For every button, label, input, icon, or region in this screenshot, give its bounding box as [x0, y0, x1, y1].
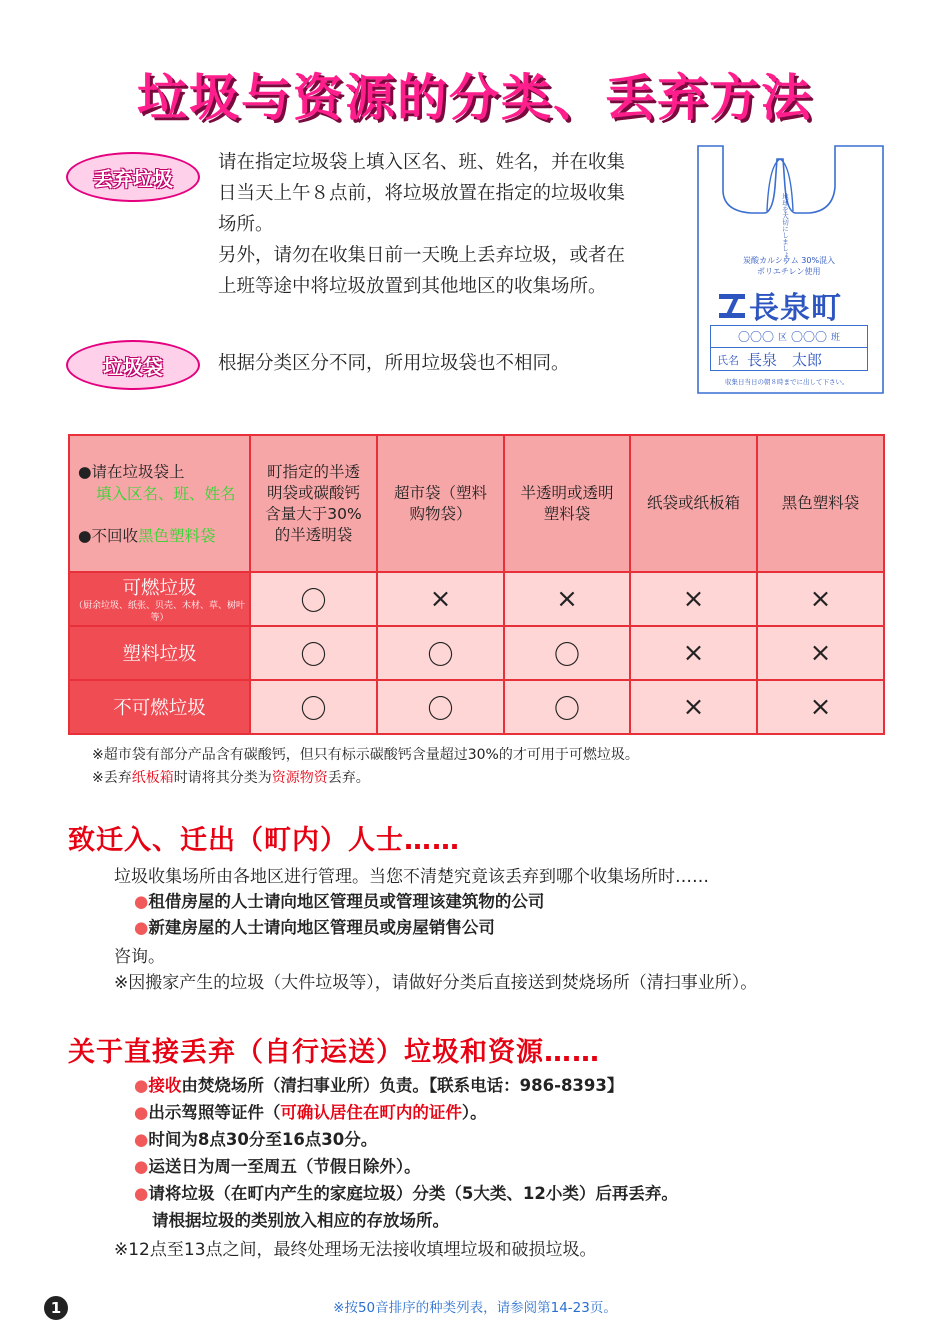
row-label-sub: （厨余垃圾、纸张、贝壳、木材、草、树叶等） — [73, 601, 245, 623]
table-note-1: ※超市袋有部分产品含有碳酸钙，但只有标示碳酸钙含量超过30%的才可用于可燃垃圾。 — [92, 747, 639, 763]
bullet-text: 由焚烧场所（清扫事业所）负责。【联系电话：986-8393】 — [181, 1076, 624, 1095]
table-cell: 〇 — [504, 626, 630, 680]
table-cell: 〇 — [250, 626, 377, 680]
table-row — [69, 626, 884, 680]
moving-intro: 垃圾收集场所由各地区进行管理。当您不清楚究竟该丢弃到哪个收集场所时…… — [114, 867, 709, 887]
table-row — [69, 572, 884, 626]
row-label: 塑料垃圾 — [69, 626, 250, 680]
table-cell: 〇 — [250, 572, 377, 626]
table-cell: × — [504, 572, 630, 626]
table-cell: × — [377, 572, 504, 626]
bullet-text: 租借房屋的人士请向地区管理员或管理该建筑物的公司 — [148, 892, 545, 911]
bags-label: 垃圾袋 — [66, 340, 200, 390]
bag-classification-table — [68, 434, 885, 735]
bag-name-row — [717, 349, 822, 370]
discard-line: 另外，请勿在收集日前一天晚上丢弃垃圾，或者在 — [218, 245, 626, 266]
bag-town-name: 長泉町 — [749, 291, 842, 326]
bag-vertical-note: 地球を大切にしましょう — [781, 193, 789, 265]
district-placeholder: 〇〇〇 — [737, 330, 774, 344]
corner-line-3 — [78, 525, 249, 547]
row-label-text: 可燃垃圾 — [122, 578, 197, 599]
table-cell: × — [630, 572, 757, 626]
group-placeholder: 〇〇〇 — [791, 330, 828, 344]
footer-note: ※按50音排序的种类列表，请参阅第14-23页。 — [333, 1300, 617, 1316]
direct-bullet-5 — [134, 1180, 678, 1204]
table-header-cell: 纸袋或纸板箱 — [630, 435, 757, 572]
direct-note: ※12点至13点之间，最终处理场无法接收填埋垃圾和破损垃圾。 — [114, 1240, 597, 1260]
bullet-text: 新建房屋的人士请向地区管理员或房屋销售公司 — [148, 918, 495, 937]
direct-bullet-5-cont: 请根据垃圾的类别放入相应的存放场所。 — [152, 1211, 449, 1230]
table-header-cell: 町指定的半透明袋或碳酸钙含量大于30%的半透明袋 — [250, 435, 377, 572]
bullet-red-text: 可确认居住在町内的证件 — [280, 1103, 462, 1122]
town-emblem-icon — [719, 291, 745, 319]
bullet-dot-icon: ● — [134, 918, 149, 937]
note2-part: 时请将其分类为 — [173, 770, 272, 786]
name-label: 氏名 — [717, 353, 739, 367]
table-header-cell: 黑色塑料袋 — [757, 435, 884, 572]
direct-bullet-1 — [134, 1072, 623, 1096]
discard-line: 日当天上午８点前，将垃圾放置在指定的垃圾收集 — [218, 183, 626, 204]
bag-bottom-note: 収集日当日の朝８時までに出して下さい。 — [725, 378, 849, 386]
garbage-bag-illustration — [697, 145, 885, 395]
direct-heading: 关于直接丢弃（自行运送）垃圾和资源…… — [68, 1037, 600, 1068]
corner-no-collect: ●不回收 — [78, 526, 139, 545]
moving-bullet-1 — [134, 888, 544, 912]
bullet-dot-icon: ● — [134, 1184, 149, 1203]
bullet-text: 时间为8点30分至16点30分。 — [148, 1130, 378, 1149]
bag-material-2: ポリエチレン使用 — [757, 267, 821, 276]
bullet-dot-icon: ● — [134, 1130, 149, 1149]
bullet-text: 请将垃圾（在町内产生的家庭垃圾）分类（5大类、12小类）后再丢弃。 — [148, 1184, 678, 1203]
moving-bullet-2 — [134, 914, 495, 938]
table-corner-note — [69, 435, 250, 572]
bullet-dot-icon: ● — [134, 892, 149, 911]
bags-text: 根据分类区分不同，所用垃圾袋也不相同。 — [218, 353, 570, 374]
direct-bullet-4 — [134, 1153, 421, 1177]
bullet-dot-icon: ● — [134, 1076, 149, 1095]
bullet-text: 出示驾照等证件（ — [148, 1103, 281, 1122]
page-title: 垃圾与资源的分类、丢弃方法 — [137, 69, 813, 127]
table-cell: × — [757, 680, 884, 734]
corner-line-2: 填入区名、班、姓名 — [96, 484, 236, 503]
corner-line-1: ●请在垃圾袋上 — [78, 462, 185, 481]
discard-line: 上班等途中将垃圾放置到其他地区的收集场所。 — [218, 276, 607, 297]
direct-bullet-3 — [134, 1126, 377, 1150]
table-note-2 — [92, 767, 370, 787]
moving-consult: 咨询。 — [114, 947, 165, 967]
note2-part: ※丢弃 — [92, 770, 132, 786]
bullet-text: 运送日为周一至周五（节假日除外）。 — [148, 1157, 421, 1176]
discard-line: 场所。 — [218, 214, 274, 235]
table-cell: × — [630, 626, 757, 680]
table-header-row — [69, 435, 884, 572]
table-cell: 〇 — [250, 680, 377, 734]
bullet-dot-icon: ● — [134, 1103, 149, 1122]
group-label: 班 — [831, 333, 841, 343]
district-label: 区 — [777, 333, 787, 343]
table-cell: 〇 — [504, 680, 630, 734]
row-label — [69, 572, 250, 626]
name-value: 長泉 太郎 — [747, 351, 823, 369]
page-number: 1 — [44, 1296, 68, 1320]
note2-resource: 资源物资 — [271, 770, 328, 786]
note2-cardboard: 纸板箱 — [131, 770, 174, 786]
table-cell: 〇 — [377, 626, 504, 680]
table-cell: × — [757, 572, 884, 626]
table-cell: 〇 — [377, 680, 504, 734]
note2-part: 丢弃。 — [327, 770, 370, 786]
moving-heading: 致迁入、迁出（町内）人士…… — [68, 825, 460, 856]
discard-label: 丢弃垃圾 — [66, 152, 200, 202]
bag-town-logo — [719, 283, 842, 327]
table-row — [69, 680, 884, 734]
moving-note: ※因搬家产生的垃圾（大件垃圾等），请做好分类后直接送到焚烧场所（清扫事业所）。 — [114, 973, 758, 993]
bullet-red-text: 接收 — [148, 1076, 182, 1095]
corner-black-bag: 黑色塑料袋 — [138, 526, 216, 545]
table-header-cell: 超市袋（塑料购物袋） — [377, 435, 504, 572]
direct-bullet-2 — [134, 1099, 487, 1123]
table-header-cell: 半透明或透明塑料袋 — [504, 435, 630, 572]
row-label: 不可燃垃圾 — [69, 680, 250, 734]
bullet-dot-icon: ● — [134, 1157, 149, 1176]
bullet-text: ）。 — [461, 1103, 487, 1122]
table-cell: × — [757, 626, 884, 680]
bag-material-1: 炭酸カルシウム 30%混入 — [743, 256, 836, 265]
bag-district-row — [711, 326, 867, 348]
table-cell: × — [630, 680, 757, 734]
discard-text — [218, 147, 625, 302]
discard-line: 请在指定垃圾袋上填入区名、班、姓名，并在收集 — [218, 152, 626, 173]
bag-name-box — [710, 325, 868, 371]
